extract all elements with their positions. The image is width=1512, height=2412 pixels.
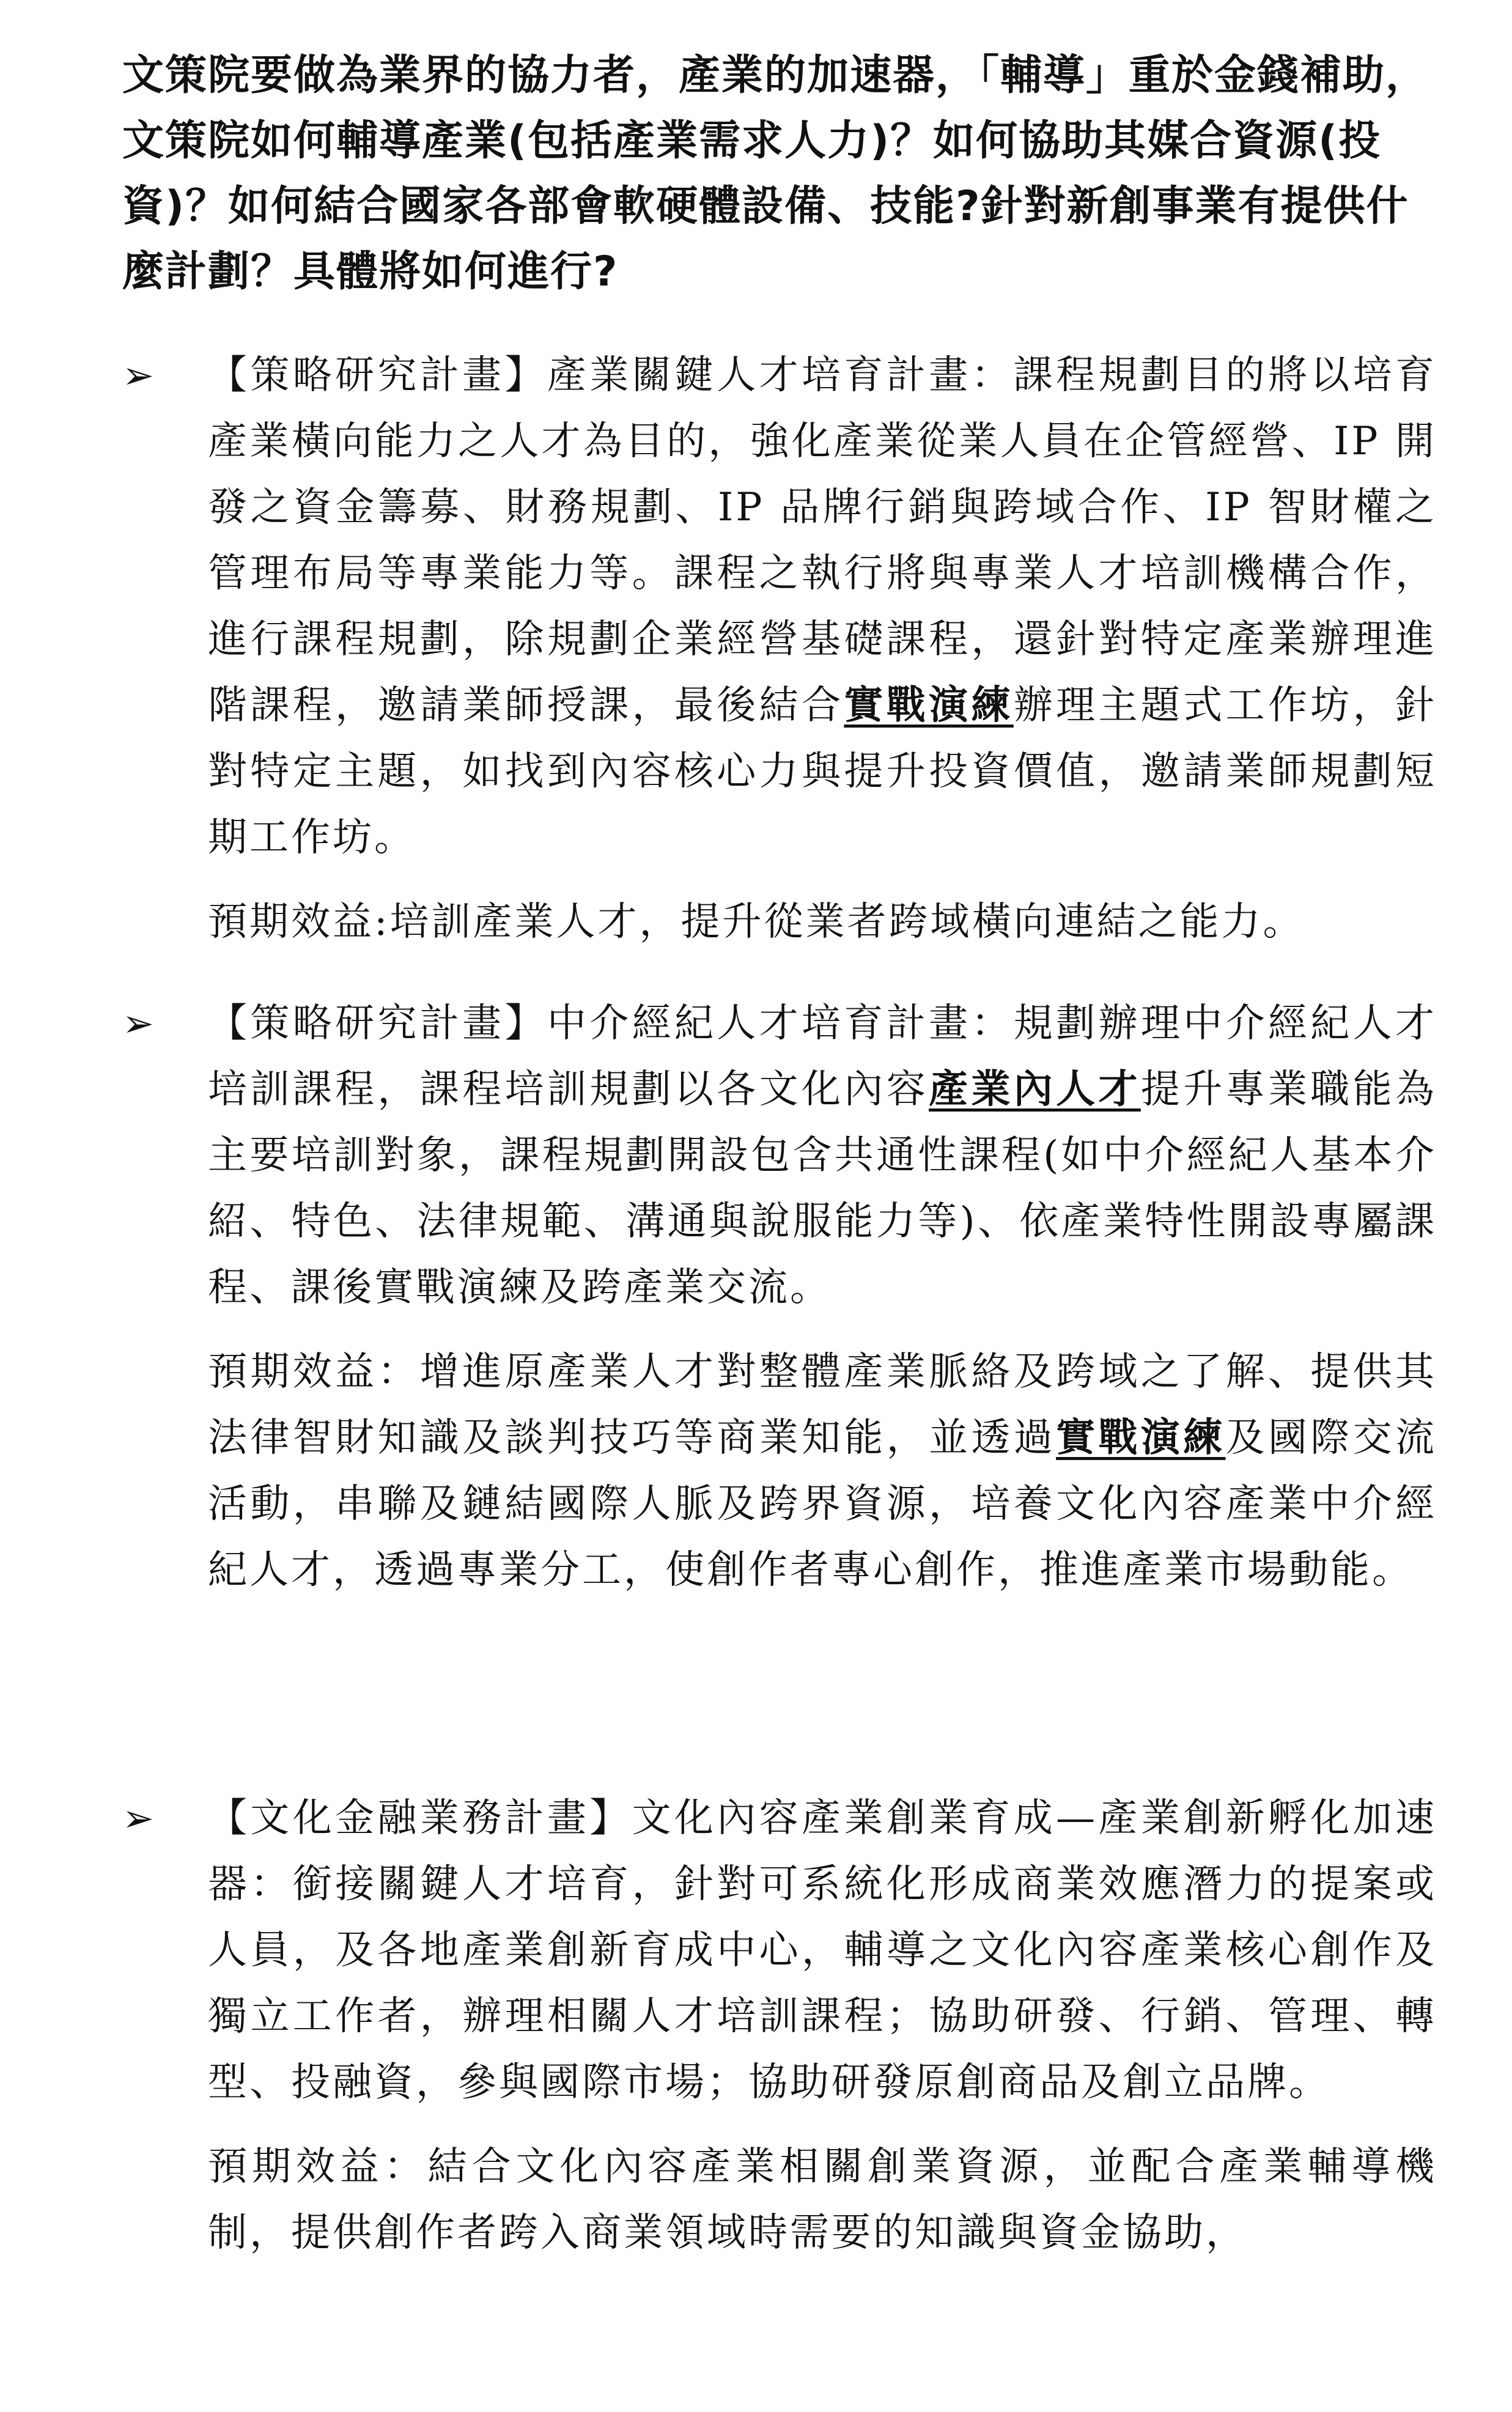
arrow-bullet-icon: ➢ xyxy=(122,1001,154,1046)
benefit-text-part: 及國際交流活動，串聯及鏈結國際人脈及跨界資源，培養文化內容產業中介經紀人才，透過專業分工，使創作者專心創作，推進產業市場動能。 xyxy=(208,1415,1437,1593)
item-text-part: 提升專業職能為主要培訓對象，課程規劃開設包含共通性課程(如中介經紀人基本介紹、特色、法律規範、溝通與說服能力等)、依產業特性開設專屬課程、課後實戰演練及跨產業交流。 xyxy=(208,1067,1437,1310)
emphasis-text: 實戰演練 xyxy=(1056,1415,1226,1461)
emphasis-text: 實戰演練 xyxy=(844,683,1014,728)
item-text-part: 辦理主題式工作坊，針對特定主題，如找到內容核心力與提升投資價值，邀請業師規劃短期工作坊。 xyxy=(208,683,1437,860)
benefit-text-part: 預期效益：增進原產業人才對整體產業脈絡及跨域之了解、提供其法律智財知識及談判技巧等商業知能，並透過 xyxy=(208,1349,1437,1461)
item-paragraph xyxy=(208,990,1437,1321)
arrow-bullet-icon: ➢ xyxy=(122,353,154,397)
arrow-bullet-icon: ➢ xyxy=(122,1796,154,1840)
item-text-part: 【策略研究計畫】中介經紀人才培育計畫：規劃辦理中介經紀人才培訓課程，課程培訓規劃以各文化內容 xyxy=(208,1001,1437,1112)
item-paragraph: 【文化金融業務計畫】文化內容產業創業育成—產業創新孵化加速器：銜接關鍵人才培育，針對可系統化形成商業效應潛力的提案或人員，及各地產業創新育成中心，輔導之文化內容產業核心創作及獨立工作者，辦理相關人才培訓課程；協助研發、行銷、管理、轉型、投融資，參與國際市場；協助研發原創商品及創立品牌。 xyxy=(208,1796,1437,2105)
emphasis-text: 產業內人才 xyxy=(929,1067,1141,1112)
list-item-incubator xyxy=(122,1785,1467,2305)
item-text-part: 【策略研究計畫】產業關鍵人才培育計畫：課程規劃目的將以培育產業橫向能力之人才為目的，強化產業從業人員在企管經營、IP 開發之資金籌募、財務規劃、IP 品牌行銷與跨域合作、IP 智財權之管理布局等專業能力等。課程之執行將與專業人才培訓機構合作，進行課程規劃，除規劃企業經營基礎課程，還針對特定產業辦理進階課程，邀請業師授課，最後結合 xyxy=(208,353,1437,728)
item-paragraph xyxy=(208,342,1437,871)
question-heading: 文策院要做為業界的協力者，產業的加速器，「輔導」重於金錢補助，文策院如何輔導產業(包括產業需求人力)？如何協助其媒合資源(投資)？如何結合國家各部會軟硬體設備、技能?針對新創事業有提供什麼計劃？具體將如何進行? xyxy=(122,51,1429,296)
list-item-talent-training xyxy=(122,342,1467,994)
expected-benefit: 預期效益:培訓產業人才，提升從業者跨域橫向連結之能力。 xyxy=(208,899,1305,945)
list-item-broker-training xyxy=(122,990,1467,1642)
expected-benefit: 預期效益：結合文化內容產業相關創業資源，並配合產業輔導機制，提供創作者跨入商業領域時需要的知識與資金協助， xyxy=(208,2144,1437,2255)
expected-benefit xyxy=(208,1339,1437,1603)
